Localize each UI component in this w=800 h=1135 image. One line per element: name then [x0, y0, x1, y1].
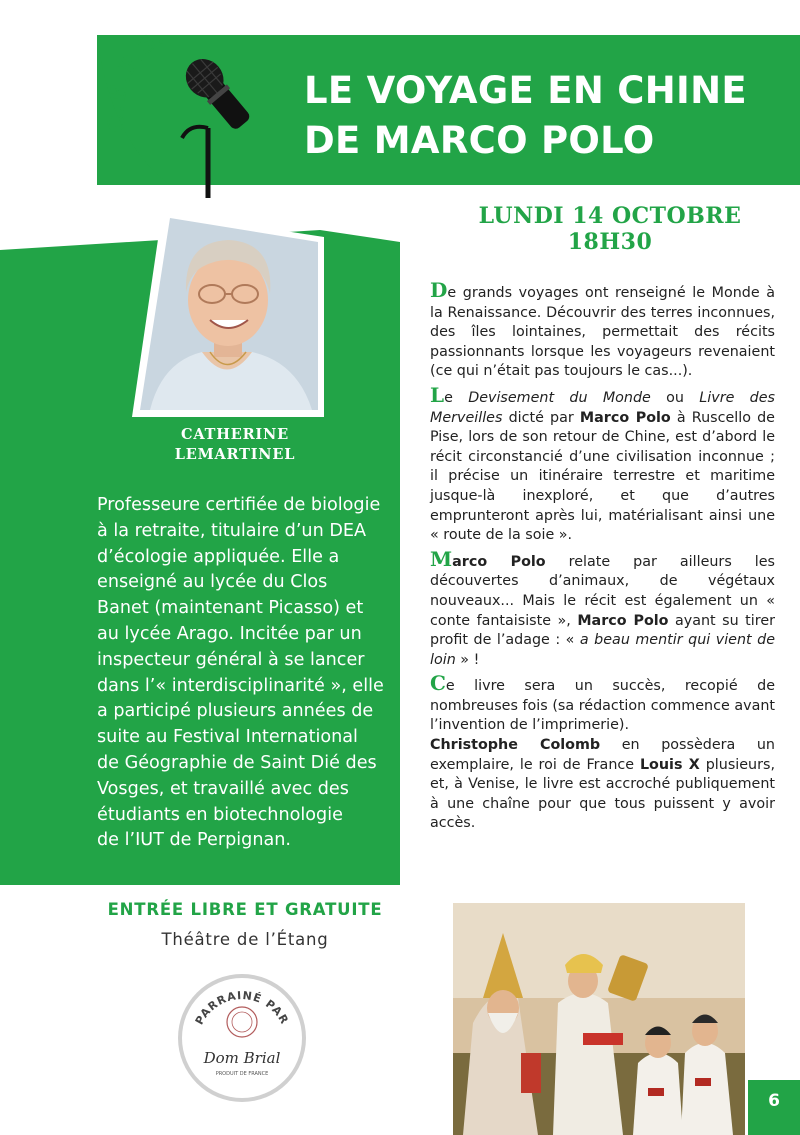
paragraph-text: ayant su tirer profit de l’adage : « — [430, 612, 775, 649]
paragraph-text: e livre sera un succès, recopié de nombreuses fois (sa rédaction commence avant l’invention de l’imprimerie). — [430, 678, 775, 734]
speaker-last-name: LEMARTINEL — [174, 446, 296, 463]
speaker-bio — [97, 493, 407, 854]
article-paragraph — [430, 736, 775, 834]
speaker-portrait — [132, 212, 324, 417]
bio-line: d’écologie appliquée. Elle a — [97, 546, 340, 567]
page-number: 6 — [748, 1080, 800, 1135]
paragraph-text: » ! — [455, 651, 480, 668]
article-paragraph — [430, 278, 775, 382]
marco-polo-illustration — [453, 903, 745, 1135]
name-highlight: Marco Polo — [579, 409, 671, 426]
bio-line: Banet (maintenant Picasso) et — [97, 598, 364, 619]
article-paragraph — [430, 671, 775, 736]
drop-cap: M — [430, 546, 453, 571]
event-date-time: 18H30 — [567, 229, 653, 255]
paragraph-text: plusieurs, et, à Venise, le livre est accroché publiquement à une chaîne pour que tous puissent y avoir accès. — [430, 756, 775, 832]
name-highlight: arco Polo — [452, 553, 546, 570]
venue: Théâtre de l’Étang — [161, 930, 329, 949]
book-title: Livre des Merveilles — [430, 389, 776, 426]
name-highlight: Louis X — [639, 756, 700, 773]
paragraph-text: dicté par — [502, 409, 580, 426]
drop-cap: L — [430, 382, 445, 407]
book-title: Devisement du Monde — [468, 389, 651, 406]
drop-cap: D — [430, 278, 448, 302]
quote: a beau mentir qui vient de loin — [430, 632, 775, 668]
bio-line: Professeure certifiée de biologie — [97, 495, 381, 515]
bio-line: de l’IUT de Perpignan. — [97, 830, 291, 851]
name-highlight: Christophe Colomb — [430, 737, 601, 754]
bio-line: dans l’« interdisciplinarité », elle — [97, 675, 384, 696]
speaker-first-name: CATHERINE — [181, 426, 289, 443]
bio-line: de Géographie de Saint Dié des — [97, 752, 377, 773]
paragraph-text: relate par ailleurs les découvertes d’animaux, de végétaux nouveaux... Mais le récit est également un « conte fantaisiste », — [430, 553, 776, 629]
bio-line: a participé plusieurs années de — [97, 701, 374, 722]
article-paragraph — [430, 382, 776, 546]
drop-cap: C — [430, 671, 446, 696]
bio-line: à la retraite, titulaire d’un DEA — [97, 520, 367, 541]
article-body — [430, 278, 776, 839]
paragraph-text: e — [444, 389, 469, 406]
event-date-day: LUNDI 14 OCTOBRE — [478, 203, 742, 229]
bio-line: suite au Festival International — [97, 727, 358, 748]
paragraph-text: à Ruscello de Pise, lors de son retour de Chine, est d’abord le récit circonstancié d’une civilisation inconnue ; il précise un itinéraire terrestre et maritime jusque-là inexploré, et que d’autres emprunteront après lui, matérialisant ainsi une « route de la soie ». — [430, 409, 775, 544]
paragraph-text: ou — [650, 389, 700, 406]
ceps-logo-text: C.E.P.S. — [103, 22, 171, 133]
name-highlight: Marco Polo — [577, 612, 669, 629]
paragraph-text: en possèdera un exemplaire, le roi de France — [430, 737, 775, 773]
bio-line: Vosges, et travaillé avec des — [97, 778, 349, 799]
sponsor-badge — [176, 972, 308, 1104]
title-line-1: LE VOYAGE EN CHINE — [304, 69, 747, 112]
event-date — [430, 203, 790, 255]
title-line-2: DE MARCO POLO — [304, 119, 655, 162]
bio-line: au lycée Arago. Incitée par un — [97, 623, 362, 644]
bio-line: étudiants en biotechnologie — [97, 804, 343, 825]
paragraph-text: e grands voyages ont renseigné le Monde à la Renaissance. Découvrir des terres inconnues, des îles lointaines, permettait des récits passionnants lorsque les voyageurs revenaient (ce qui n’était pas toujours le cas...). — [430, 285, 775, 380]
entry-info: ENTRÉE LIBRE ET GRATUITE — [107, 900, 383, 919]
bio-line: inspecteur général à se lancer — [97, 649, 365, 670]
speaker-name — [150, 425, 320, 465]
sponsor-subtitle: PRODUIT DE FRANCE — [215, 1071, 269, 1077]
article-paragraph — [430, 546, 776, 671]
sponsor-brand: Dom Brial — [203, 1049, 281, 1067]
page-title — [304, 66, 774, 166]
microphone-icon — [160, 48, 280, 198]
bio-line: enseigné au lycée du Clos — [97, 572, 328, 593]
sponsor-label: PARRAINÉ PAR — [192, 988, 292, 1027]
